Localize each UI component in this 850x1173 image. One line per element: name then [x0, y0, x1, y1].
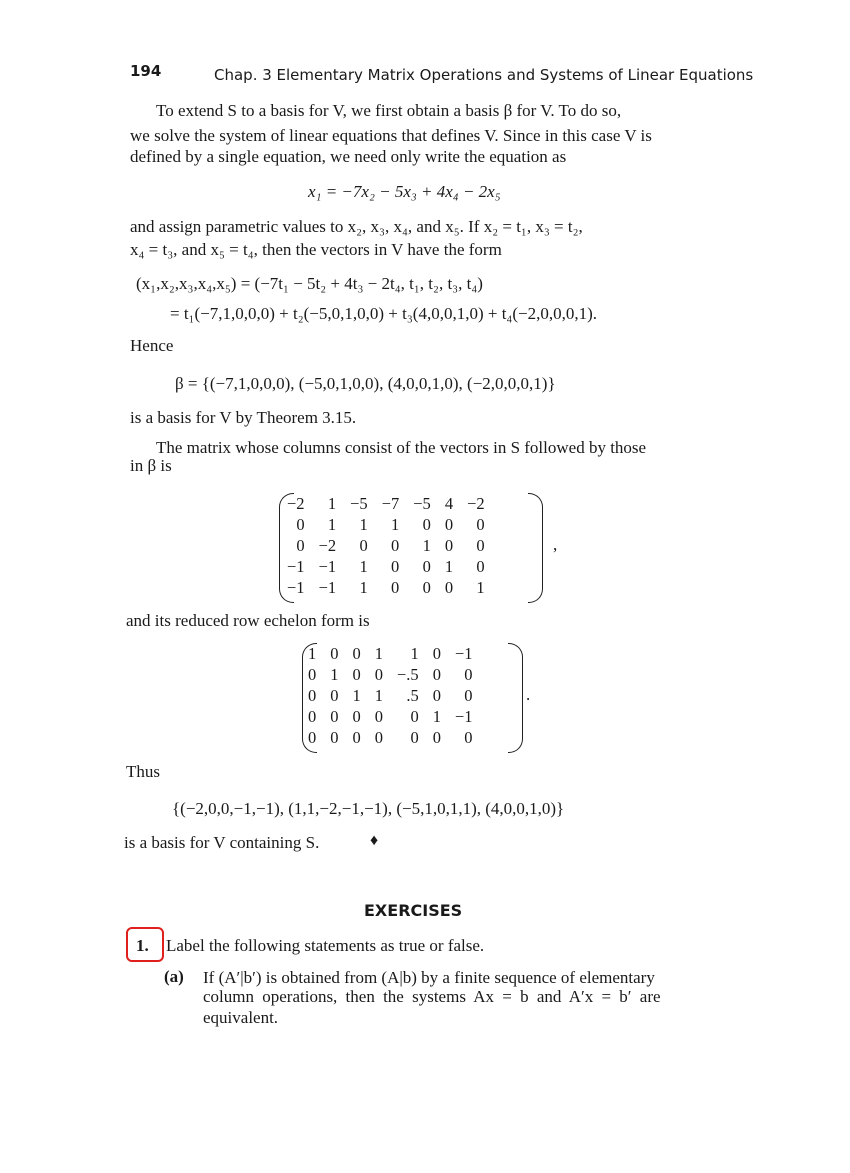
matrix-cell: 0	[432, 686, 441, 705]
equation-form: (x₁,x₂,x₃,x₄,x₅) = (−7t₁ − 5t₂ + 4t₃ − 2t₄, t₁, t₂, t₃, t₄)	[136, 274, 483, 293]
matrix-cell: −5	[350, 494, 368, 513]
matrix-cell: .5	[406, 686, 419, 705]
matrix-cell: 0	[464, 665, 473, 684]
right-paren	[508, 643, 523, 753]
paragraph-line: The matrix whose columns consist of the vectors in S followed by those	[156, 438, 647, 457]
matrix-row	[304, 727, 473, 748]
running-title: Chap. 3 Elementary Matrix Operations and Systems of Linear Equations	[214, 66, 754, 84]
matrix-cell: 0	[352, 707, 361, 726]
paragraph-line: and its reduced row echelon form is	[126, 611, 370, 630]
matrix-cell: 1	[327, 515, 337, 534]
matrix-cell: 4	[444, 494, 454, 513]
matrix-cell: 1	[432, 707, 441, 726]
matrix-trail: .	[526, 685, 531, 704]
matrix-cell: 1	[352, 686, 361, 705]
matrix-row	[283, 577, 485, 598]
matrix-cell: 0	[308, 707, 317, 726]
matrix-cell: 0	[432, 728, 441, 747]
qed-diamond-icon: ♦	[370, 832, 379, 849]
matrix-cell: −1	[287, 557, 305, 576]
exercise-prompt: Label the following statements as true or false.	[166, 936, 485, 955]
matrix-cell: 0	[296, 536, 305, 555]
matrix-cell: 0	[359, 536, 368, 555]
matrix-cell: 0	[374, 665, 383, 684]
matrix-row	[304, 706, 473, 727]
matrix-cell: 1	[391, 515, 400, 534]
matrix-cell: 1	[374, 644, 383, 663]
matrix-cell: 0	[444, 515, 454, 534]
matrix-cell: 1	[374, 686, 383, 705]
matrix-cell: 0	[352, 644, 361, 663]
matrix-cell: 0	[374, 728, 383, 747]
paragraph-line: is a basis for V containing S.	[124, 833, 320, 852]
matrix-cell: 1	[476, 578, 485, 597]
matrix-cell: −1	[318, 557, 337, 576]
matrix-row	[304, 643, 473, 664]
matrix-cell: 1	[327, 494, 337, 513]
paragraph-line: we solve the system of linear equations that defines V. Since in this case V is	[130, 126, 652, 145]
matrix-cell: 0	[410, 728, 419, 747]
matrix-cell: −1	[454, 707, 473, 726]
item-text: column operations, then the systems Ax = b and A′x = b′ are	[203, 987, 661, 1006]
matrix-cell: 0	[391, 536, 400, 555]
matrix-cell: 0	[308, 665, 317, 684]
matrix-columns	[283, 493, 485, 598]
exercise-number: 1.	[136, 936, 149, 955]
matrix-cell: 0	[444, 578, 454, 597]
paragraph-line: x₄ = t₃, and x₅ = t₄, then the vectors in V have the form	[130, 240, 502, 259]
matrix-cell: −.5	[397, 665, 419, 684]
paragraph-line: in β is	[130, 456, 172, 475]
matrix-row	[283, 556, 485, 577]
matrix-trail: ,	[553, 535, 558, 554]
matrix-cell: −1	[454, 644, 473, 663]
matrix-cell: 0	[476, 557, 485, 576]
equation-basis: {(−2,0,0,−1,−1), (1,1,−2,−1,−1), (−5,1,0,1,1), (4,0,0,1,0)}	[172, 799, 565, 818]
matrix-cell: −5	[413, 494, 431, 513]
matrix-cell: 0	[391, 578, 400, 597]
matrix-cell: 1	[359, 578, 368, 597]
matrix-cell: 0	[330, 707, 339, 726]
matrix-cell: 0	[330, 728, 339, 747]
matrix-row	[304, 664, 473, 685]
matrix-cell: −2	[287, 494, 305, 513]
page-number: 194	[130, 62, 162, 80]
matrix-cell: 0	[432, 644, 441, 663]
matrix-rref	[304, 643, 473, 748]
matrix-cell: 0	[432, 665, 441, 684]
matrix-cell: 0	[476, 536, 485, 555]
hence-label: Hence	[130, 336, 174, 355]
right-paren	[528, 493, 543, 603]
matrix-cell: 0	[391, 557, 400, 576]
matrix-cell: 0	[464, 686, 473, 705]
equation-x1: x₁ = −7x₂ − 5x₃ + 4x₄ − 2x₅	[308, 182, 501, 201]
paragraph-line: and assign parametric values to x₂, x₃, x₄, and x₅. If x₂ = t₁, x₃ = t₂,	[130, 217, 583, 236]
matrix-cell: 0	[308, 728, 317, 747]
matrix-row	[283, 514, 485, 535]
matrix-cell: 1	[444, 557, 454, 576]
matrix-row	[283, 493, 485, 514]
paragraph-line: defined by a single equation, we need only write the equation as	[130, 147, 567, 166]
item-text: If (A′|b′) is obtained from (A|b) by a finite sequence of elementary	[203, 968, 655, 987]
matrix-cell: 0	[410, 707, 419, 726]
matrix-cell: 1	[330, 665, 339, 684]
matrix-cell: 0	[330, 644, 339, 663]
matrix-cell: −2	[467, 494, 485, 513]
matrix-row	[283, 535, 485, 556]
matrix-cell: 0	[352, 665, 361, 684]
paragraph-line: To extend S to a basis for V, we first obtain a basis β for V. To do so,	[156, 101, 622, 120]
equation-form-expanded: = t₁(−7,1,0,0,0) + t₂(−5,0,1,0,0) + t₃(4,0,0,1,0) + t₄(−2,0,0,0,1).	[170, 304, 598, 323]
matrix-cell: 1	[359, 557, 368, 576]
matrix-cell: −2	[318, 536, 337, 555]
paragraph-line: is a basis for V by Theorem 3.15.	[130, 408, 357, 427]
matrix-cell: 0	[422, 515, 431, 534]
matrix-cell: 0	[422, 578, 431, 597]
item-text: equivalent.	[203, 1008, 279, 1027]
matrix-cell: 0	[476, 515, 485, 534]
thus-label: Thus	[126, 762, 160, 781]
matrix-cell: 0	[464, 728, 473, 747]
matrix-cell: −7	[381, 494, 400, 513]
matrix-cell: 1	[422, 536, 431, 555]
matrix-cell: 0	[352, 728, 361, 747]
matrix-cell: 0	[308, 686, 317, 705]
exercises-heading: EXERCISES	[364, 901, 463, 920]
equation-beta: β = {(−7,1,0,0,0), (−5,0,1,0,0), (4,0,0,1,0), (−2,0,0,0,1)}	[175, 374, 556, 393]
matrix-cell: 0	[330, 686, 339, 705]
item-label: (a)	[164, 967, 184, 986]
matrix-cell: −1	[318, 578, 337, 597]
matrix-cell: 0	[296, 515, 305, 534]
matrix-row	[304, 685, 473, 706]
matrix-cell: 0	[374, 707, 383, 726]
matrix-cell: 0	[422, 557, 431, 576]
matrix-cell: −1	[287, 578, 305, 597]
matrix-cell: 1	[308, 644, 317, 663]
matrix-cell: 1	[410, 644, 419, 663]
matrix-cell: 1	[359, 515, 368, 534]
matrix-cell: 0	[444, 536, 454, 555]
